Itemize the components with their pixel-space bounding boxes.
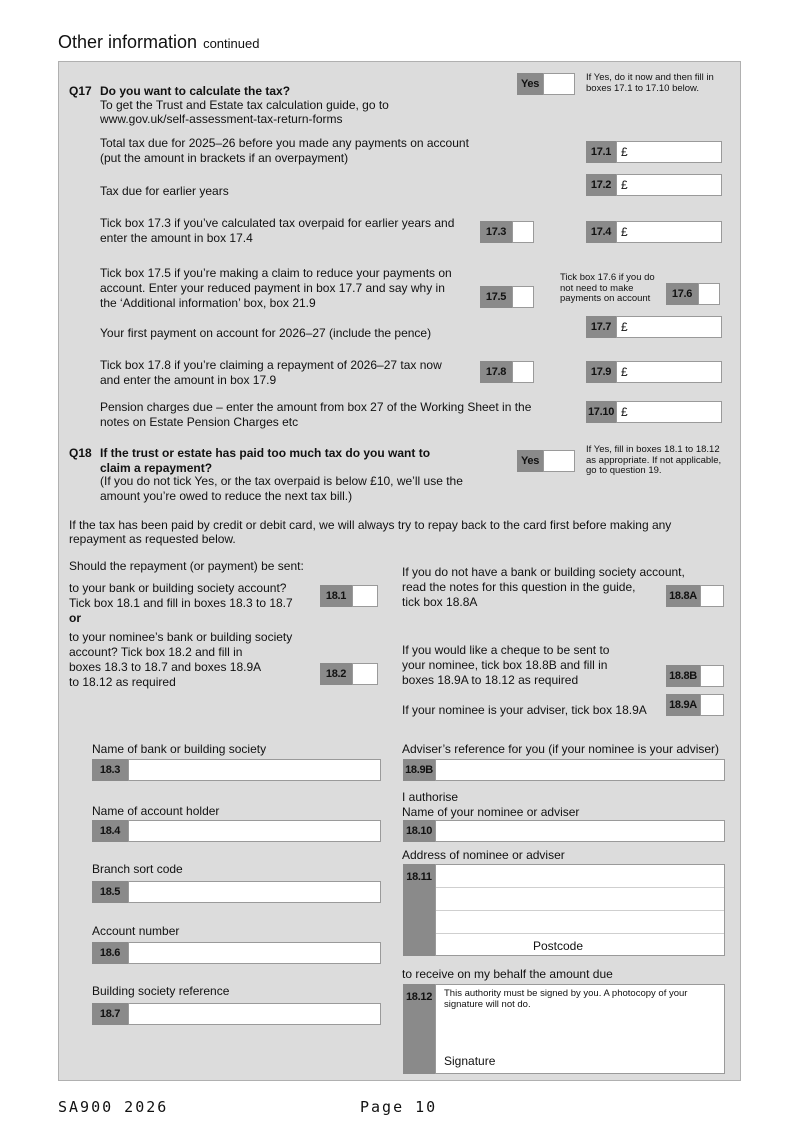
box-18-11-label: 18.11 — [403, 864, 435, 956]
box-18-8a-text: If you do not have a bank or building society account, — [402, 565, 685, 579]
box-17-4-input[interactable]: £ — [616, 221, 722, 243]
box-17-6-label: 17.6 — [666, 283, 698, 305]
account-holder-input[interactable] — [128, 820, 381, 842]
box-18-2-text: to your nominee’s bank or building society — [69, 630, 293, 644]
q18-sub2: amount you’re owed to reduce the next tax bill.) — [100, 489, 353, 503]
box-18-2-text4: to 18.12 as required — [69, 675, 176, 689]
box-17-9[interactable] — [586, 361, 722, 383]
box-17-8[interactable] — [480, 361, 534, 383]
box-17-1-text: Total tax due for 2025–26 before you made any payments on account — [100, 136, 469, 150]
box-17-10-text2: notes on Estate Pension Charges etc — [100, 415, 299, 429]
yes-label: Yes — [517, 450, 543, 472]
q17-question: Do you want to calculate the tax? — [100, 84, 291, 98]
box-18-3-label: 18.3 — [92, 759, 128, 781]
box-17-2-input[interactable]: £ — [616, 174, 722, 196]
box-17-9-input[interactable]: £ — [616, 361, 722, 383]
box-18-8a[interactable] — [666, 585, 724, 607]
box-17-3-label: 17.3 — [480, 221, 512, 243]
box-17-1-input[interactable]: £ — [616, 141, 722, 163]
box-18-6[interactable] — [92, 942, 381, 964]
q18-yes-note: If Yes, fill in boxes 18.1 to 18.12 as appropriate. If not applicable, go to question 19. — [586, 444, 722, 476]
account-holder-label: Name of account holder — [92, 804, 220, 818]
sort-code-input[interactable] — [128, 881, 381, 903]
q18-sub1: (If you do not tick Yes, or the tax overpaid is below £10, we’ll use the — [100, 474, 463, 488]
yes-checkbox[interactable] — [543, 73, 575, 95]
box-18-8a-text2: read the notes for this question in the guide, — [402, 580, 636, 594]
address-line-2[interactable] — [436, 888, 724, 911]
q17-number: Q17 — [69, 84, 92, 98]
box-17-4[interactable] — [586, 221, 722, 243]
box-18-8a-text3: tick box 18.8A — [402, 595, 478, 609]
box-17-5-text3: the ‘Additional information’ box, box 21.9 — [100, 296, 316, 310]
box-17-6-checkbox[interactable] — [698, 283, 720, 305]
box-18-8a-label: 18.8A — [666, 585, 700, 607]
box-17-4-label: 17.4 — [586, 221, 616, 243]
box-18-4[interactable] — [92, 820, 381, 842]
continued-label: continued — [203, 36, 260, 51]
q18-yes-tickbox[interactable] — [517, 450, 575, 472]
box-17-7-label: 17.7 — [586, 316, 616, 338]
box-18-9a-checkbox[interactable] — [700, 694, 724, 716]
box-17-5[interactable] — [480, 286, 534, 308]
box-17-7-input[interactable]: £ — [616, 316, 722, 338]
q17-yes-tickbox[interactable] — [517, 73, 575, 95]
address-label: Address of nominee or adviser — [402, 848, 565, 862]
box-18-2-label: 18.2 — [320, 663, 352, 685]
should-be-sent: Should the repayment (or payment) be sent: — [69, 559, 304, 573]
account-number-label: Account number — [92, 924, 180, 938]
yes-checkbox[interactable] — [543, 450, 575, 472]
box-18-8b-label: 18.8B — [666, 665, 700, 687]
address-line-3[interactable] — [436, 911, 724, 934]
box-18-8b-checkbox[interactable] — [700, 665, 724, 687]
box-18-9b-label: 18.9B — [403, 759, 435, 781]
form-code: SA900 2026 — [58, 1098, 169, 1116]
box-17-3-text2: enter the amount in box 17.4 — [100, 231, 253, 245]
box-18-9b[interactable] — [403, 759, 725, 781]
box-18-10-label: 18.10 — [403, 820, 435, 842]
box-18-12-label: 18.12 — [403, 984, 435, 1074]
q18-question2: claim a repayment? — [100, 461, 213, 475]
bank-name-input[interactable] — [128, 759, 381, 781]
box-18-8a-checkbox[interactable] — [700, 585, 724, 607]
nominee-name-label: Name of your nominee or adviser — [402, 805, 580, 819]
box-18-2-text2: account? Tick box 18.2 and fill in — [69, 645, 243, 659]
postcode-label: Postcode — [533, 939, 584, 953]
box-18-1-text2: Tick box 18.1 and fill in boxes 18.3 to 18.7 — [69, 596, 293, 610]
sign-note: This authority must be signed by you. A photocopy of your signature will not do. — [444, 988, 688, 1010]
q17-yes-note: If Yes, do it now and then fill in boxes 17.1 to 17.10 below. — [586, 72, 714, 94]
box-17-3-text: Tick box 17.3 if you’ve calculated tax overpaid for earlier years and — [100, 216, 455, 230]
box-17-2-label: 17.2 — [586, 174, 616, 196]
box-17-3[interactable] — [480, 221, 534, 243]
nominee-name-input[interactable] — [435, 820, 725, 842]
box-18-1-label: 18.1 — [320, 585, 352, 607]
box-17-7-text: Your first payment on account for 2026–27 (include the pence) — [100, 326, 432, 340]
card-note: If the tax has been paid by credit or debit card, we will always try to repay back to the card first before making any — [69, 518, 672, 532]
q17-guide-line2: www.gov.uk/self-assessment-tax-return-forms — [100, 112, 343, 126]
q18-number: Q18 — [69, 446, 92, 460]
adviser-ref-label: Adviser’s reference for you (if your nominee is your adviser) — [402, 742, 720, 756]
box-18-1-checkbox[interactable] — [352, 585, 378, 607]
bs-reference-input[interactable] — [128, 1003, 381, 1025]
box-17-10-input[interactable]: £ — [616, 401, 722, 423]
box-17-10-label: 17.10 — [586, 401, 616, 423]
adviser-ref-input[interactable] — [435, 759, 725, 781]
box-18-9a-text: If your nominee is your adviser, tick box 18.9A — [402, 703, 647, 717]
box-18-4-label: 18.4 — [92, 820, 128, 842]
box-18-9a-label: 18.9A — [666, 694, 700, 716]
box-18-5-label: 18.5 — [92, 881, 128, 903]
box-17-5-checkbox[interactable] — [512, 286, 534, 308]
address-line-1[interactable] — [436, 865, 724, 888]
signature-box[interactable] — [435, 984, 725, 1074]
box-17-8-label: 17.8 — [480, 361, 512, 383]
box-18-1-text: to your bank or building society account? — [69, 581, 287, 595]
box-17-1-text2: (put the amount in brackets if an overpayment) — [100, 151, 349, 165]
card-note2: repayment as requested below. — [69, 532, 236, 546]
box-17-5-text: Tick box 17.5 if you’re making a claim to reduce your payments on — [100, 266, 452, 280]
sort-code-label: Branch sort code — [92, 862, 183, 876]
box-17-6-note: Tick box 17.6 if you do not need to make payments on account — [560, 272, 655, 304]
authorise-label: I authorise — [402, 790, 459, 804]
receive-text: to receive on my behalf the amount due — [402, 967, 613, 981]
box-18-8b-text: If you would like a cheque to be sent to — [402, 643, 610, 657]
box-18-8b-text2: your nominee, tick box 18.8B and fill in — [402, 658, 608, 672]
box-18-7[interactable] — [92, 1003, 381, 1025]
box-18-5[interactable] — [92, 881, 381, 903]
box-17-10[interactable] — [586, 401, 722, 423]
box-18-3[interactable] — [92, 759, 381, 781]
account-number-input[interactable] — [128, 942, 381, 964]
box-17-2[interactable] — [586, 174, 722, 196]
signature-label: Signature — [444, 1054, 496, 1068]
address-input[interactable] — [435, 864, 725, 956]
q17-guide-line1: To get the Trust and Estate tax calculation guide, go to — [100, 98, 389, 112]
box-17-5-label: 17.5 — [480, 286, 512, 308]
box-17-3-checkbox[interactable] — [512, 221, 534, 243]
box-18-12[interactable] — [403, 984, 725, 1074]
box-17-6[interactable] — [666, 283, 720, 305]
or-label: or — [69, 611, 81, 625]
box-18-10[interactable] — [403, 820, 725, 842]
box-17-9-label: 17.9 — [586, 361, 616, 383]
page-title: Other information continued — [58, 32, 260, 52]
bs-reference-label: Building society reference — [92, 984, 230, 998]
box-18-8b-text3: boxes 18.9A to 18.12 as required — [402, 673, 579, 687]
yes-label: Yes — [517, 73, 543, 95]
box-17-8-text: Tick box 17.8 if you’re claiming a repayment of 2026–27 tax now — [100, 358, 442, 372]
box-17-8-checkbox[interactable] — [512, 361, 534, 383]
box-18-6-label: 18.6 — [92, 942, 128, 964]
box-17-8-text2: and enter the amount in box 17.9 — [100, 373, 277, 387]
box-18-7-label: 18.7 — [92, 1003, 128, 1025]
box-18-1[interactable] — [320, 585, 378, 607]
box-17-7[interactable] — [586, 316, 722, 338]
box-17-1[interactable] — [586, 141, 722, 163]
box-17-1-label: 17.1 — [586, 141, 616, 163]
q18-question: If the trust or estate has paid too much tax do you want to — [100, 446, 431, 460]
page-number: Page 10 — [360, 1098, 438, 1116]
box-18-2-checkbox[interactable] — [352, 663, 378, 685]
box-18-2[interactable] — [320, 663, 378, 685]
box-17-10-text: Pension charges due – enter the amount from box 27 of the Working Sheet in the — [100, 400, 532, 414]
box-17-2-text: Tax due for earlier years — [100, 184, 229, 198]
box-17-5-text2: account. Enter your reduced payment in box 17.7 and say why in — [100, 281, 445, 295]
box-18-8b[interactable] — [666, 665, 724, 687]
box-18-11[interactable] — [403, 864, 725, 956]
box-18-9a[interactable] — [666, 694, 724, 716]
bank-name-label: Name of bank or building society — [92, 742, 267, 756]
box-18-2-text3: boxes 18.3 to 18.7 and boxes 18.9A — [69, 660, 262, 674]
